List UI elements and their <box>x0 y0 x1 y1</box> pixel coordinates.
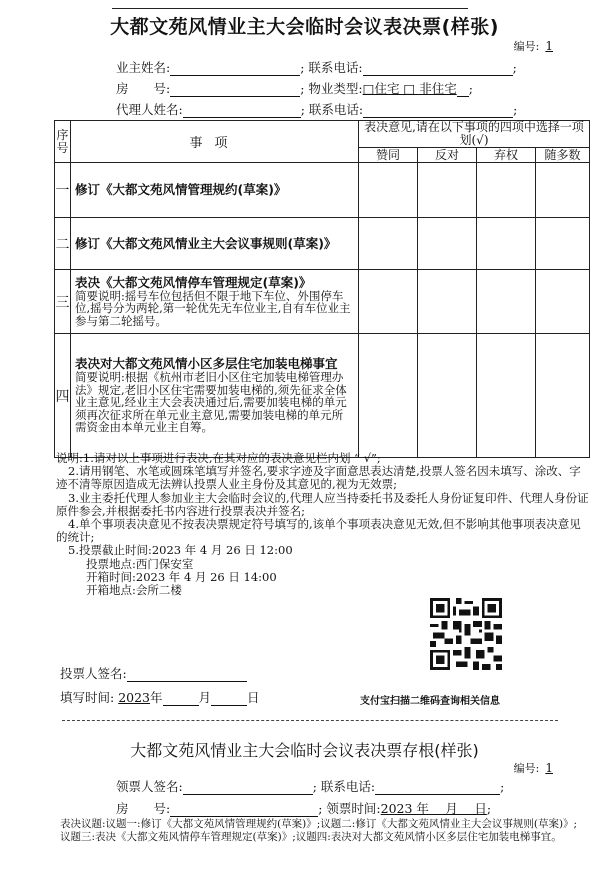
row-item <box>71 334 359 458</box>
note-3: 3.业主委托代理人参加业主大会临时会议的,代理人应当持委托书及委托人身份证复印件、代理人身份证原件参会,并根据委托书内容进行投票表决并签名; <box>56 490 589 518</box>
table-row <box>55 218 590 270</box>
table-row <box>55 163 590 218</box>
owner-name-field[interactable] <box>170 61 300 76</box>
vote-cell-abstain[interactable] <box>477 163 536 218</box>
owner-row: 业主姓名: ; 联系电话: ; <box>116 60 517 75</box>
row-item <box>71 218 359 270</box>
stub-serial-number <box>514 760 553 776</box>
voter-signature-field[interactable] <box>127 667 247 682</box>
stub-recipient-label: 领票人签名: <box>116 779 183 794</box>
stub-time-value[interactable]: 2023 年 月 日 <box>380 801 487 816</box>
row-seq: 二 <box>55 218 71 270</box>
vote-cell-abstain[interactable] <box>477 334 536 458</box>
serial-label: 编号: <box>513 40 540 53</box>
proxy-name-field[interactable] <box>183 103 301 118</box>
stub-topics: 表决议题:议题一:修订《大都文苑风情管理规约(草案)》;议题二:修订《大都文苑风情业主大会议事规则(草案)》;议题三:表决《大都文苑风情停车管理规定(草案)》;议题四:表决对大都文苑风情小区多层住宅加装电梯事宜。 <box>60 818 578 843</box>
owner-name-label: 业主姓名: <box>116 60 171 75</box>
row-seq: 三 <box>55 270 71 334</box>
ballot-title: 大都文苑风情业主大会临时会议表决票(样张) <box>110 16 499 38</box>
row-title: 表决《大都文苑风情停车管理规定(草案)》 <box>75 274 312 290</box>
note-1: 说明:1.请对以上事项进行表决,在其对应的表决意见栏内划 “ √”; <box>56 451 381 465</box>
room-label: 房 号: <box>116 81 171 96</box>
fill-year: 2023 <box>118 690 151 705</box>
vote-cell-oppose[interactable] <box>418 218 477 270</box>
row-seq: 四 <box>55 334 71 458</box>
vote-cell-agree[interactable] <box>359 218 418 270</box>
option-majority-header: 随多数 <box>536 148 590 163</box>
stub-phone-field[interactable] <box>375 780 500 795</box>
stub-title: 大都文苑风情业主大会临时会议表决票存根(样张) <box>130 741 479 760</box>
row-description: 简要说明:根据《杭州市老旧小区住宅加装电梯管理办法》规定,老旧小区住宅需要加装电梯的,须先征求全体业主意见,经业主大会表决通过后,需要加装电梯的单元须再次征求所在单元业主意见,需要加装电梯的单元所需资金由本单元业主自筹。 <box>75 370 347 435</box>
vote-cell-majority[interactable] <box>536 163 590 218</box>
stub-room-row: 房 号: ; 领票时间:2023 年 月 日; <box>116 801 492 816</box>
note-5-open-time: 开箱时间:2023 年 4 月 26 日 14:00 <box>86 569 277 584</box>
stub-serial-label: 编号: <box>513 762 540 775</box>
option-oppose-header: 反对 <box>418 148 477 163</box>
voter-signature-row <box>60 664 247 682</box>
row-item <box>71 270 359 334</box>
proxy-phone-field[interactable] <box>363 103 513 118</box>
vote-cell-majority[interactable] <box>536 334 590 458</box>
vote-cell-agree[interactable] <box>359 163 418 218</box>
stub-room-label: 房 号: <box>116 801 171 816</box>
serial-number <box>514 38 553 54</box>
seq-header: 序号 <box>55 121 71 163</box>
note-2: 2.请用钢笔、水笔或圆珠笔填写并签名,要求字迹及字面意思表达清楚,投票人签名因未填写、涂改、字迹不清等原因造成无法辨认投票人业主身份及其意见的,视为无效票; <box>56 464 581 492</box>
phone-field[interactable] <box>363 61 513 76</box>
row-item <box>71 163 359 218</box>
stub-recipient-row: 领票人签名: ; 联系电话: ; <box>116 779 505 794</box>
vote-cell-oppose[interactable] <box>418 163 477 218</box>
cut-line <box>62 720 558 721</box>
stub-time-label: 领票时间: <box>326 801 381 816</box>
qr-code-icon[interactable] <box>430 598 502 670</box>
fill-date-row: 填写时间: 2023年 月 日 <box>60 690 260 705</box>
note-5-deadline: 5.投票截止时间:2023 年 4 月 26 日 12:00 <box>68 543 293 558</box>
proxy-row: 代理人姓名: ; 联系电话: ; <box>116 102 518 117</box>
instructions <box>56 452 591 597</box>
vote-cell-oppose[interactable] <box>418 270 477 334</box>
item-header: 事项 <box>71 121 359 163</box>
table-row <box>55 334 590 458</box>
row-title: 修订《大都文苑风情业主大会议事规则(草案)》 <box>75 235 337 251</box>
vote-cell-agree[interactable] <box>359 334 418 458</box>
room-row: 房 号: ; 物业类型:□住宅 □ 非住宅 ; <box>116 81 473 96</box>
vote-cell-majority[interactable] <box>536 218 590 270</box>
option-agree-header: 赞同 <box>359 148 418 163</box>
option-abstain-header: 弃权 <box>477 148 536 163</box>
ballot-table <box>54 120 590 458</box>
table-row <box>55 270 590 334</box>
phone-label: 联系电话: <box>308 60 363 75</box>
row-seq: 一 <box>55 163 71 218</box>
stub-recipient-field[interactable] <box>183 780 313 795</box>
vote-cell-agree[interactable] <box>359 270 418 334</box>
row-description: 简要说明:摇号车位包括但不限于地下车位、外围停车位,摇号分为两轮,第一轮优先无车位业主,自有车位业主参与第二轮摇号。 <box>75 288 351 328</box>
row-title: 表决对大都文苑风情小区多层住宅加装电梯事宜 <box>75 356 338 372</box>
row-title: 修订《大都文苑风情管理规约(草案)》 <box>75 182 287 197</box>
vote-cell-abstain[interactable] <box>477 270 536 334</box>
top-rule <box>112 8 468 9</box>
fill-day-field[interactable] <box>211 691 247 706</box>
proxy-phone-label: 联系电话: <box>308 102 364 117</box>
vote-cell-oppose[interactable] <box>418 334 477 458</box>
proxy-name-label: 代理人姓名: <box>116 102 183 117</box>
note-5-location: 投票地点:西门保安室 <box>86 556 194 571</box>
note-4: 4.单个事项表决意见不按表决票规定符号填写的,该单个事项表决意见无效,但不影响其他事项表决意见的统计; <box>56 517 581 545</box>
room-field[interactable] <box>170 82 300 97</box>
voter-signature-label: 投票人签名: <box>60 666 127 681</box>
opinion-header: 表决意见,请在以下事项的四项中选择一项划(√) <box>359 121 590 148</box>
serial-value: 1 <box>545 39 553 53</box>
property-type-options[interactable]: □住宅 □ 非住宅 <box>362 81 457 96</box>
vote-cell-majority[interactable] <box>536 270 590 334</box>
fill-date-label: 填写时间: <box>60 690 115 705</box>
fill-month-field[interactable] <box>163 691 199 706</box>
qr-caption: 支付宝扫描二维码查询相关信息 <box>360 696 500 707</box>
stub-serial-value: 1 <box>545 761 553 775</box>
property-type-label: 物业类型: <box>308 81 363 96</box>
stub-phone-label: 联系电话: <box>320 779 376 794</box>
stub-room-field[interactable] <box>170 802 318 817</box>
note-5-open-place: 开箱地点:会所二楼 <box>86 583 182 598</box>
vote-cell-abstain[interactable] <box>477 218 536 270</box>
